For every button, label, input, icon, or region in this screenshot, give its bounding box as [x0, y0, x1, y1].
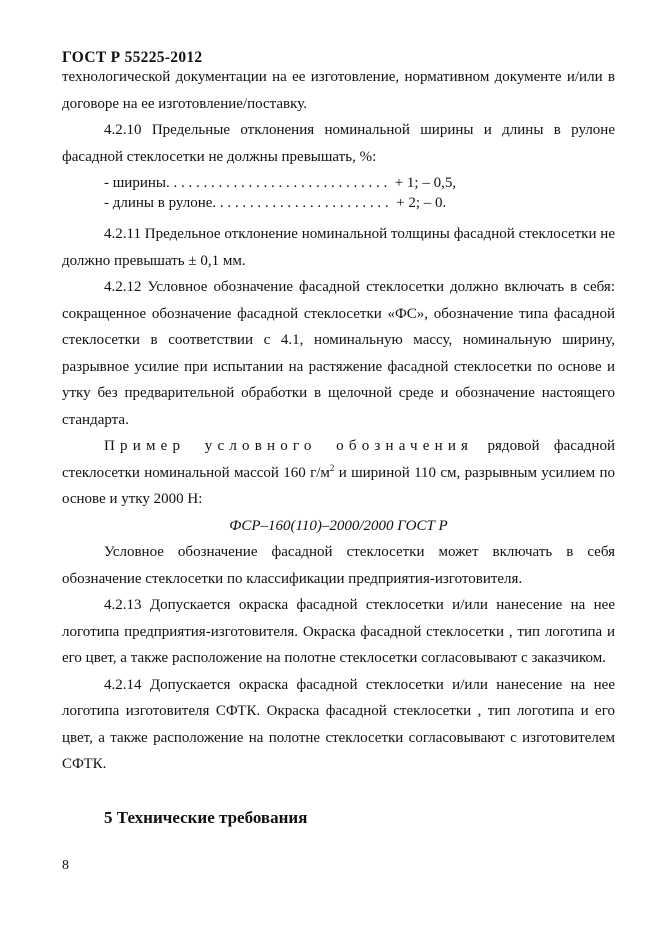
paragraph-4-2-10: 4.2.10 Предельные отклонения номинальной ширины и длины в рулоне фасадной стеклосетки не должны превышать, %:: [62, 122, 615, 165]
example-text-b: и шириной 110 см, разрывным усилием по основе и утку 2000 Н:: [62, 464, 616, 507]
example-paragraph: [62, 433, 615, 513]
example-label: Пример условного обозначения: [104, 438, 474, 454]
note-paragraph: Условное обозначение фасадной стеклосетки может включать в себя обозначение стеклосетки по классификации предприятия-изготовителя.: [62, 544, 615, 587]
page-body: [62, 64, 615, 778]
example-superscript: 2: [329, 462, 335, 473]
tolerance-list: [62, 173, 615, 213]
tolerance-width-item: - ширины. . . . . . . . . . . . . . . . . . . . . . . . . . . . . . + 1; – 0,5,: [104, 175, 457, 191]
tolerance-length-item: - длины в рулоне. . . . . . . . . . . . . . . . . . . . . . . . + 2; – 0.: [104, 195, 447, 211]
page-number: 8: [62, 858, 69, 873]
paragraph-4-2-13: 4.2.13 Допускается окраска фасадной стеклосетки и/или нанесение на нее логотипа предприятия-изготовителя. Окраска фасадной стеклосетки , тип логотипа и его цвет, а также расположение на полотне стеклосетки согласовывают с заказчиком.: [62, 597, 615, 666]
section-heading: 5 Технические требования: [104, 808, 308, 827]
paragraph-4-2-12: 4.2.12 Условное обозначение фасадной стеклосетки должно включать в себя: сокращенное обозначение фасадной стеклосетки «ФС», обозначение типа фасадной стеклосетки в соответствии с 4.1, номинальную массу, номинальную ширину, разрывное усилие при испытании на растяжение фасадной стеклосетки по основе и утку без предварительной обработки в щелочной среде и обозначение настоящего стандарта.: [62, 279, 615, 428]
example-designation: ФСР–160(110)–2000/2000 ГОСТ Р: [229, 517, 448, 534]
paragraph-4-2-14: 4.2.14 Допускается окраска фасадной стеклосетки и/или нанесение на нее логотипа изготовителя СФТК. Окраска фасадной стеклосетки , тип логотипа и его цвет, а также расположение на полотне стеклосетки согласовывают с изготовителем СФТК.: [62, 676, 615, 772]
document-code-header: ГОСТ Р 55225-2012: [62, 49, 203, 66]
paragraph-4-2-11: 4.2.11 Предельное отклонение номинальной толщины фасадной стеклосетки не должно превышать ± 0,1 мм.: [62, 226, 615, 269]
continuation-paragraph: технологической документации на ее изготовление, нормативном документе и/или в договоре на ее изготовление/поставку.: [62, 69, 615, 112]
example-text-a: рядовой фасадной стеклосетки номинальной массой 160 г/м: [62, 438, 615, 481]
